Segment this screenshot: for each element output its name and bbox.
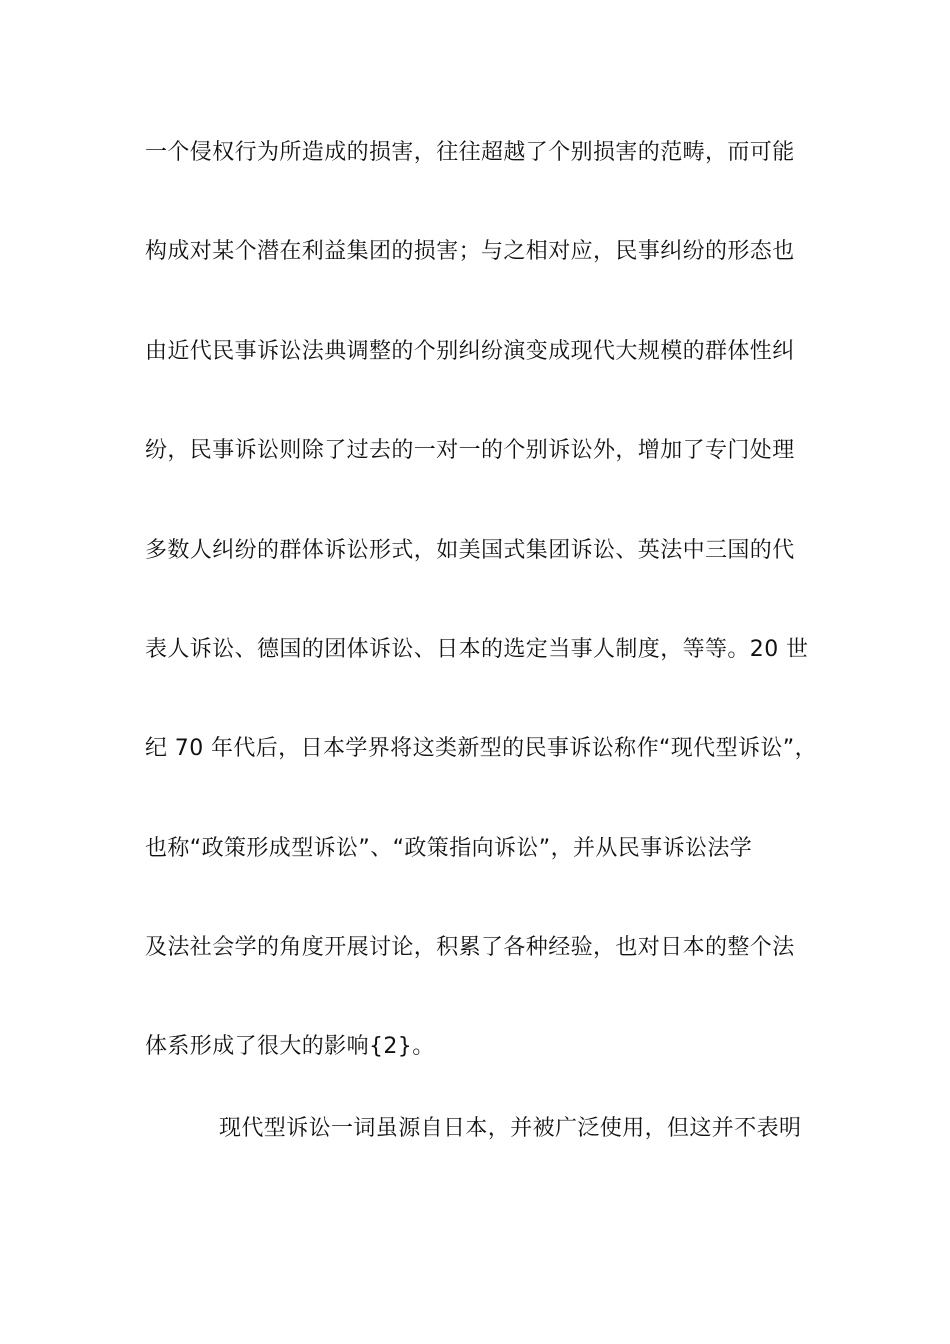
text-line: 纷，民事诉讼则除了过去的一对一的个别诉讼外，增加了专门处理 <box>145 438 795 463</box>
text-line: 及法社会学的角度开展讨论，积累了各种经验，也对日本的整个法 <box>145 935 795 960</box>
text-line: 构成对某个潜在利益集团的损害；与之相对应，民事纠纷的形态也 <box>145 239 795 264</box>
text-line: 体系形成了很大的影响{2}。 <box>145 1034 435 1059</box>
paragraph-first-line: 现代型诉讼一词虽源自日本，并被广泛使用，但这并不表明 <box>219 1116 802 1141</box>
text-line: 一个侵权行为所造成的损害，往往超越了个别损害的范畴，而可能 <box>145 140 795 165</box>
text-line: 表人诉讼、德国的团体诉讼、日本的选定当事人制度，等等。20 世 <box>145 637 809 662</box>
text-line: 纪 70 年代后，日本学界将这类新型的民事诉讼称作“现代型诉讼”， <box>145 736 817 761</box>
text-line: 由近代民事诉讼法典调整的个别纠纷演变成现代大规模的群体性纠 <box>145 339 795 364</box>
text-line: 多数人纠纷的群体诉讼形式，如美国式集团诉讼、英法中三国的代 <box>145 538 795 563</box>
text-line: 也称“政策形成型诉讼”、“政策指向诉讼”，并从民事诉讼法学 <box>145 836 753 861</box>
